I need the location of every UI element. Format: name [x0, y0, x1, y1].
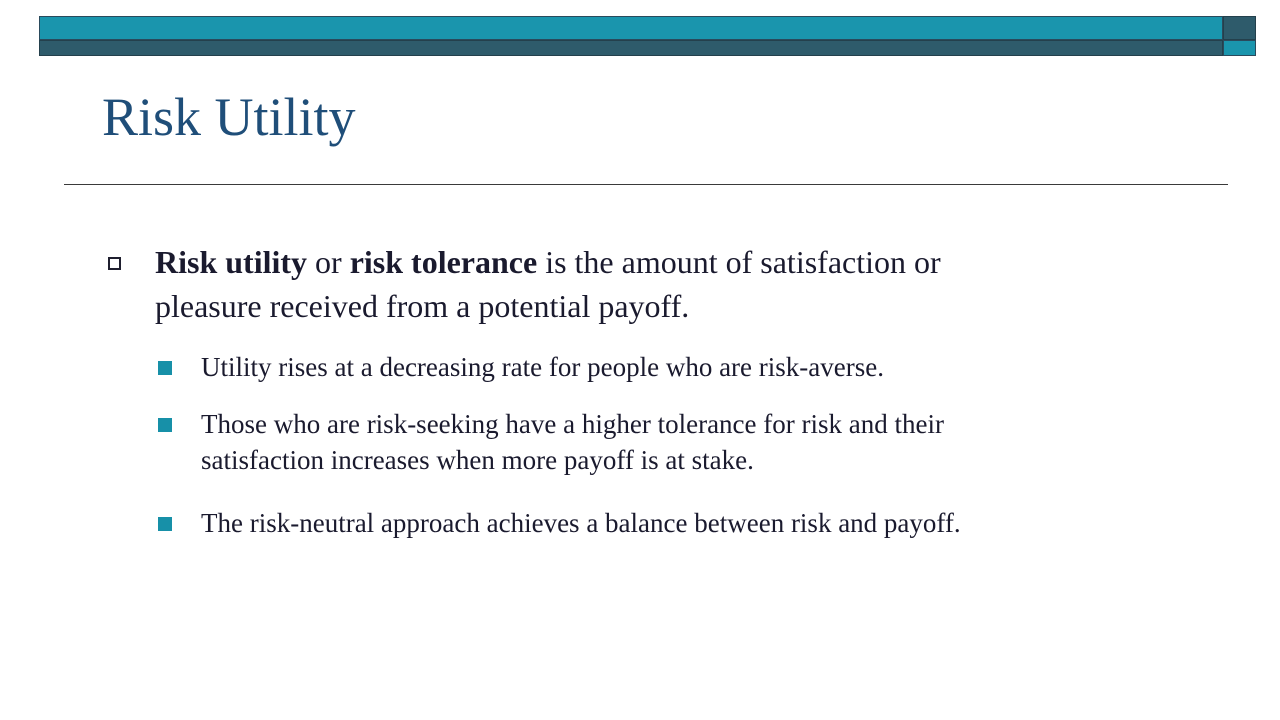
header-banner — [39, 16, 1256, 56]
slide-title: Risk Utility — [102, 87, 356, 147]
title-divider — [64, 184, 1228, 185]
definition-text: is the amount of satisfaction or pleasure received from a potential payoff. — [155, 244, 941, 324]
bullet-main-text — [155, 240, 1038, 328]
sub-bullet-text: The risk-neutral approach achieves a balance between risk and payoff. — [201, 508, 961, 538]
sub-bullet-risk-averse — [158, 349, 1038, 385]
square-bullet-icon — [158, 418, 172, 432]
hollow-square-bullet-icon — [108, 257, 121, 270]
square-bullet-icon — [158, 517, 172, 531]
sub-bullet-risk-neutral — [158, 505, 1038, 541]
term-risk-tolerance: risk tolerance — [349, 244, 538, 280]
bullet-main — [108, 240, 1038, 328]
connector-or: or — [307, 244, 350, 280]
sub-bullet-risk-seeking — [158, 406, 1038, 478]
term-risk-utility: Risk utility — [155, 244, 308, 280]
sub-bullet-text: Utility rises at a decreasing rate for people who are risk-averse. — [201, 352, 884, 382]
banner-bar-bottom — [39, 40, 1223, 56]
banner-square-bottom — [1223, 40, 1256, 56]
sub-bullet-text: Those who are risk-seeking have a higher tolerance for risk and their satisfaction increases when more payoff is at stake. — [201, 409, 944, 475]
banner-square-top — [1223, 16, 1256, 40]
square-bullet-icon — [158, 361, 172, 375]
banner-bar-top — [39, 16, 1223, 40]
